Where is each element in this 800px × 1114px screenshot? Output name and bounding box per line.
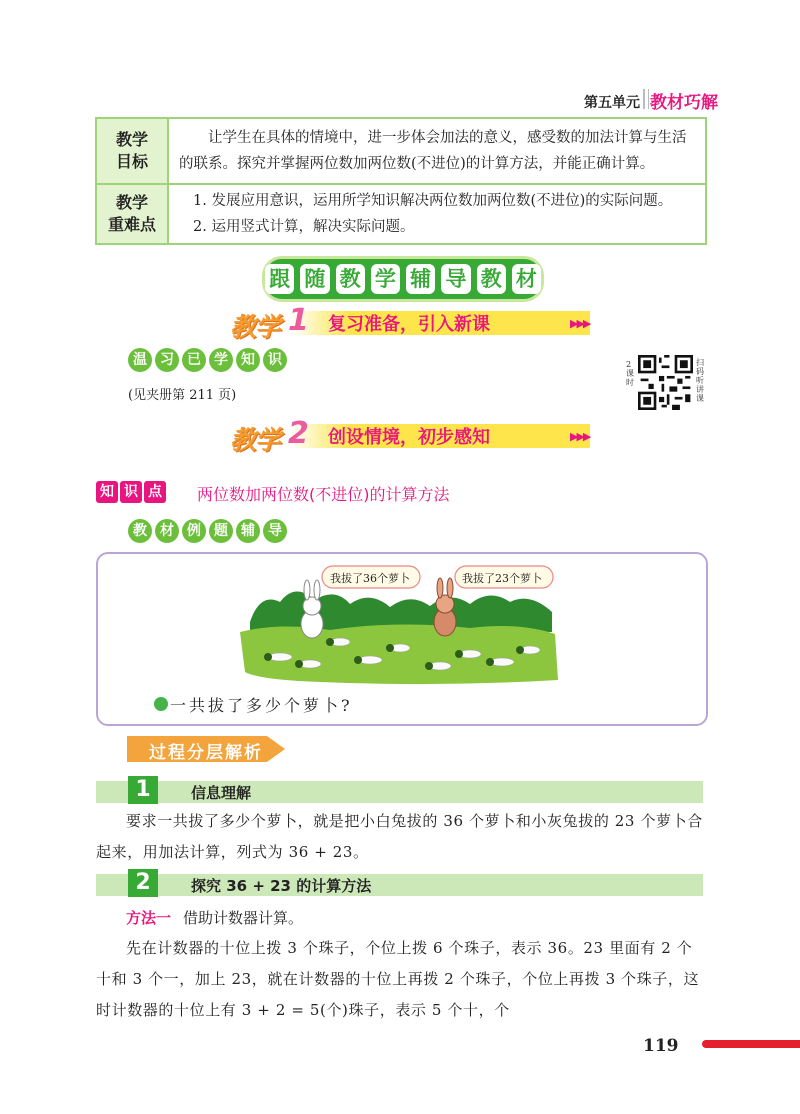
qr-left-caption: 2课时 <box>626 360 634 387</box>
teach-1-header <box>230 303 600 343</box>
row-body-line: 2. 运用竖式计算，解决实际问题。 <box>193 219 415 235</box>
banner-char: 材 <box>512 264 541 294</box>
row-head <box>97 185 169 243</box>
step-1-text: 要求一共拔了多少个萝卜，就是把小白兔拔的 36 个萝卜和小灰兔拔的 23 个萝卜合起来，用加法计算，列式为 36 + 23。 <box>96 812 703 861</box>
step-number: 2 <box>128 869 158 897</box>
row-head-line: 教学 <box>115 193 148 212</box>
page-accent-bar <box>702 1040 800 1048</box>
banner-char: 学 <box>371 264 400 294</box>
row-body-line: 1. 发展应用意识，运用所学知识解决两位数加两位数(不进位)的实际问题。 <box>193 193 673 209</box>
method-1-heading <box>126 907 303 928</box>
method-desc: 借助计数器计算。 <box>183 909 304 927</box>
row-head-line: 教学 <box>115 130 148 149</box>
section-title: 创设情境，初步感知 <box>328 427 490 448</box>
review-tag <box>128 348 287 372</box>
tag-char: 点 <box>144 481 166 503</box>
step-1-bar <box>96 777 703 803</box>
banner-char: 教 <box>336 264 365 294</box>
qr-right-caption: 扫码听讲课 <box>696 358 704 403</box>
arrows-icon: ▶▶▶ <box>570 317 590 330</box>
objectives-table <box>95 117 707 245</box>
tag-char: 习 <box>155 348 179 372</box>
banner-char: 教 <box>477 264 506 294</box>
tag-char: 材 <box>155 519 179 543</box>
page-number: 119 <box>643 1036 679 1056</box>
process-title: 过程分层解析 <box>149 743 263 763</box>
knowledge-point-tag <box>96 481 166 503</box>
banner-char: 导 <box>441 264 470 294</box>
section-number: 1 <box>288 303 309 338</box>
step-2-bar <box>96 870 703 896</box>
section-label: 教学 <box>230 426 281 456</box>
teach-2-header <box>230 416 600 456</box>
tag-char: 识 <box>120 481 142 503</box>
knowledge-point-title: 两位数加两位数(不进位)的计算方法 <box>197 485 450 504</box>
row-body: 让学生在具体的情境中，进一步体会加法的意义，感受数的加法计算与生活的联系。探究并掌握两位数加两位数(不进位)的计算方法，并能正确计算。 <box>179 130 687 172</box>
speech-bubble-grey-rabbit: 我拔了23个萝卜 <box>462 572 542 585</box>
arrows-icon: ▶▶▶ <box>570 430 590 443</box>
example-question: 一共拔了多少个萝卜? <box>170 696 353 715</box>
speech-bubble-white-rabbit: 我拔了36个萝卜 <box>330 572 410 585</box>
tag-char: 已 <box>182 348 206 372</box>
tag-char: 知 <box>236 348 260 372</box>
header-divider <box>643 89 649 109</box>
appendix-reference: (见夹册第 211 页) <box>128 388 237 403</box>
tag-char: 识 <box>263 348 287 372</box>
section-title: 教材巧解 <box>650 93 718 113</box>
step-label: 探究 36 + 23 的计算方法 <box>191 877 372 895</box>
section-title: 复习准备，引入新课 <box>328 314 490 335</box>
tag-char: 学 <box>209 348 233 372</box>
method-name: 方法一 <box>126 909 172 927</box>
follow-textbook-banner <box>262 256 544 302</box>
banner-char: 随 <box>300 264 329 294</box>
banner-char: 跟 <box>265 264 294 294</box>
row-head <box>97 119 169 183</box>
objectives-row-difficulty <box>97 185 705 243</box>
step-label: 信息理解 <box>191 784 252 802</box>
method-1-text: 先在计数器的十位上拨 3 个珠子，个位上拨 6 个珠子，表示 36。23 里面有 2 个十和 3 个一，加上 23，就在计数器的十位上再拨 2 个珠子，个位上再拨 3 个珠子，这时计数器的十位上有 3 + 2 = 5(个)珠子，表示 5 个十，个 <box>96 939 700 1019</box>
banner-char: 辅 <box>406 264 435 294</box>
qr-code-icon[interactable] <box>638 355 693 410</box>
green-dot-icon <box>154 697 168 711</box>
example-tag <box>128 519 287 543</box>
tag-char: 知 <box>96 481 118 503</box>
tag-char: 教 <box>128 519 152 543</box>
tag-char: 温 <box>128 348 152 372</box>
row-head-line: 目标 <box>115 152 148 171</box>
tag-char: 题 <box>209 519 233 543</box>
section-label: 教学 <box>230 313 281 343</box>
step-number: 1 <box>128 776 158 804</box>
section-number: 2 <box>288 416 309 451</box>
row-head-line: 重难点 <box>107 215 156 234</box>
unit-label: 第五单元 <box>584 95 640 111</box>
row-body <box>193 188 695 240</box>
tag-char: 例 <box>182 519 206 543</box>
tag-char: 导 <box>263 519 287 543</box>
tag-char: 辅 <box>236 519 260 543</box>
objectives-row-goal <box>97 119 705 185</box>
